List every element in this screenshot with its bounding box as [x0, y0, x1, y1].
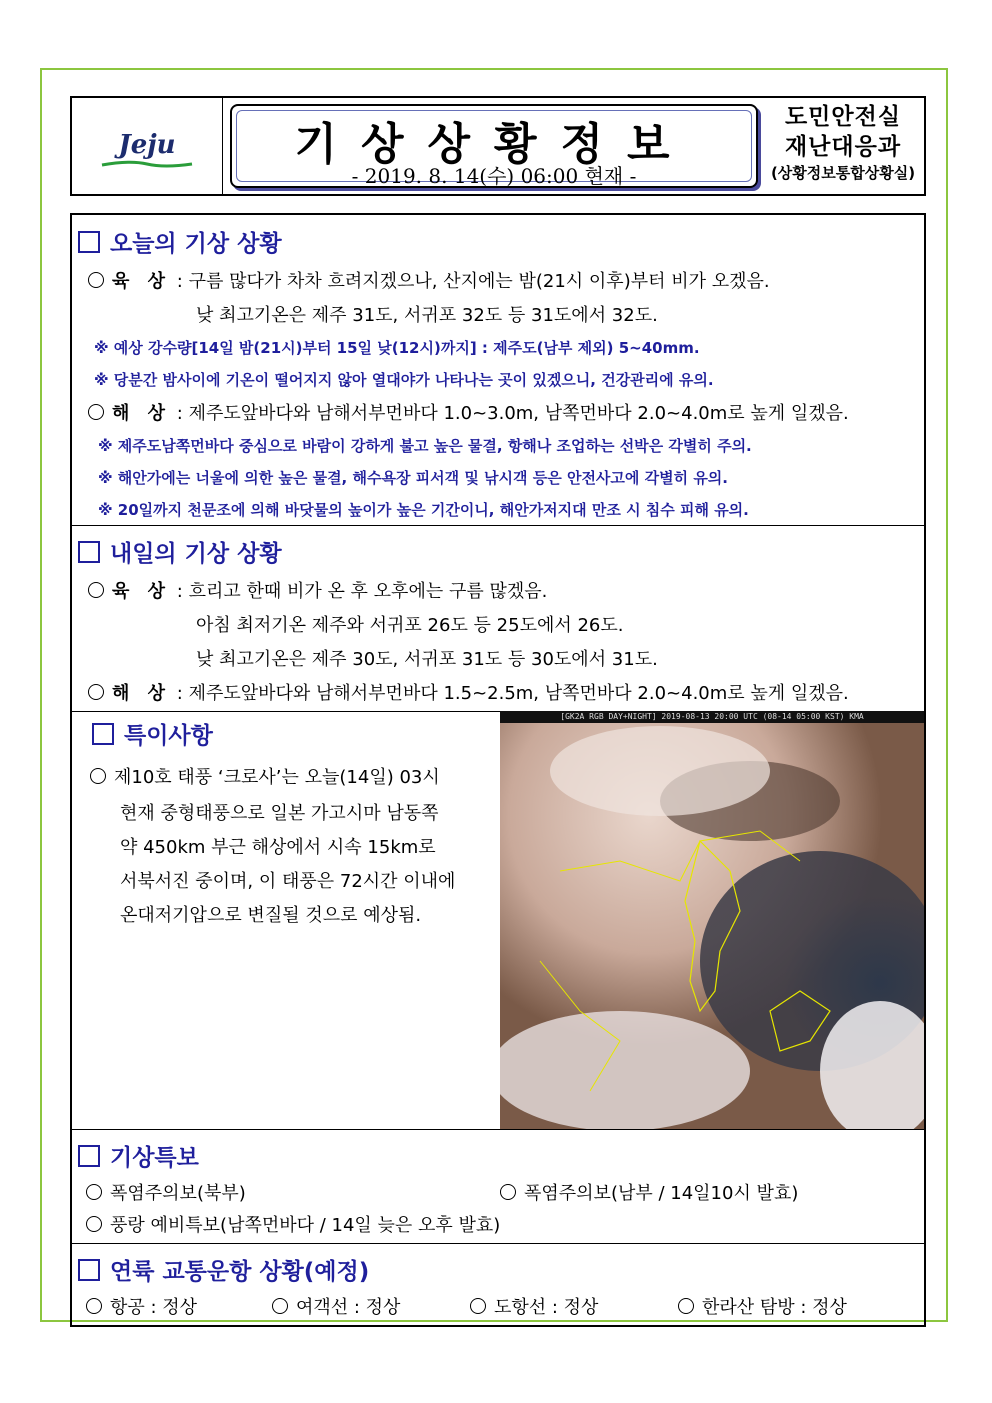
- org-line2: 재난대응과: [784, 134, 902, 160]
- satellite-caption: [GK2A RGB DAY+NIGHT] 2019-08-13 20:00 UTC (08-14 05:00 KST) KMA: [500, 711, 924, 723]
- logo-cell: [72, 98, 223, 194]
- header: [70, 96, 926, 196]
- transport-item-air: 항공 : 정상: [86, 1293, 197, 1319]
- tomorrow-section: [72, 525, 924, 712]
- page-subtitle: - 2019. 8. 14(수) 06:00 현재 -: [351, 164, 637, 188]
- circle-bullet-icon: [86, 1184, 102, 1200]
- warning-item2: 폭염주의보(남부 / 14일10시 발효): [500, 1179, 798, 1205]
- today-land-line2: 낮 최고기온은 제주 31도, 서귀포 32도 등 31도에서 32도.: [196, 305, 658, 326]
- today-note1: ※ 예상 강수량[14일 밤(21시)부터 15일 낮(12시)까지] : 제주도(남부 제외) 5~40mm.: [94, 339, 700, 357]
- today-land-line: 육 상 : 구름 많다가 차차 흐려지겠으나, 산지에는 밤(21시 이후)부터 비가 오겠음.: [88, 267, 770, 293]
- today-sea-line: 해 상 : 제주도앞바다와 남해서부먼바다 1.0~3.0m, 남쪽먼바다 2.0~4.0m로 높게 일겠음.: [88, 399, 849, 425]
- today-note4: ※ 해안가에는 너울에 의한 높은 물결, 해수욕장 피서객 및 낚시객 등은 안전사고에 각별히 유의.: [98, 469, 729, 487]
- main-content: [70, 213, 926, 1327]
- today-note2: ※ 당분간 밤사이에 기온이 떨어지지 않아 열대야가 나타나는 곳이 있겠으니, 건강관리에 유의.: [94, 371, 714, 389]
- transport-item-ferry: 여객선 : 정상: [272, 1293, 400, 1319]
- special-line1: 제10호 태풍 ‘크로사’는 오늘(14일) 03시: [90, 763, 440, 789]
- circle-bullet-icon: [88, 404, 104, 420]
- warnings-section: [72, 1129, 924, 1244]
- tomorrow-sea-line: 해 상 : 제주도앞바다와 남해서부먼바다 1.5~2.5m, 남쪽먼바다 2.0~4.0m로 높게 일겠음.: [88, 679, 849, 705]
- page-title: 기상상황정보: [294, 119, 694, 170]
- transport-section: [72, 1243, 924, 1325]
- title-box: [230, 104, 758, 188]
- circle-bullet-icon: [86, 1298, 102, 1314]
- org-line3: (상황정보통합상황실): [770, 164, 916, 182]
- warning-item3: 풍랑 예비특보(남쪽먼바다 / 14일 늦은 오후 발효): [86, 1211, 500, 1237]
- satellite-image: [500, 711, 924, 1129]
- tomorrow-land-line3: 낮 최고기온은 제주 30도, 서귀포 31도 등 30도에서 31도.: [196, 649, 658, 670]
- circle-bullet-icon: [88, 582, 104, 598]
- today-note5: ※ 20일까지 천문조에 의해 바닷물의 높이가 높은 기간이니, 해안가저지대 만조 시 침수 피해 유의.: [98, 501, 749, 519]
- logo-wave-icon: [100, 160, 194, 168]
- checkbox-square-icon: [78, 541, 100, 563]
- checkbox-square-icon: [78, 1259, 100, 1281]
- circle-bullet-icon: [470, 1298, 486, 1314]
- circle-bullet-icon: [90, 768, 106, 784]
- org-block: [768, 102, 918, 184]
- circle-bullet-icon: [500, 1184, 516, 1200]
- today-heading: 오늘의 기상 상황: [78, 225, 282, 258]
- transport-item-hallasan: 한라산 탐방 : 정상: [678, 1293, 847, 1319]
- special-heading: 특이사항: [92, 717, 213, 750]
- transport-item-island-ferry: 도항선 : 정상: [470, 1293, 598, 1319]
- circle-bullet-icon: [272, 1298, 288, 1314]
- org-line1: 도민안전실: [784, 104, 902, 130]
- tomorrow-land-line: 육 상 : 흐리고 한때 비가 온 후 오후에는 구름 많겠음.: [88, 577, 547, 603]
- tomorrow-land-line2: 아침 최저기온 제주와 서귀포 26도 등 25도에서 26도.: [196, 615, 624, 636]
- special-line3: 약 450km 부근 해상에서 시속 15km로: [120, 837, 436, 858]
- transport-heading: 연륙 교통운항 상황(예정): [78, 1253, 369, 1286]
- warning-item1: 폭염주의보(북부): [86, 1179, 246, 1205]
- tomorrow-heading: 내일의 기상 상황: [78, 535, 282, 568]
- checkbox-square-icon: [92, 723, 114, 745]
- jeju-logo: [92, 130, 202, 170]
- warnings-heading: 기상특보: [78, 1139, 199, 1172]
- circle-bullet-icon: [678, 1298, 694, 1314]
- satellite-art: [500, 711, 924, 1129]
- logo-text: Jeju: [118, 130, 176, 160]
- circle-bullet-icon: [88, 272, 104, 288]
- checkbox-square-icon: [78, 231, 100, 253]
- circle-bullet-icon: [86, 1216, 102, 1232]
- today-section: [72, 215, 924, 526]
- today-note3: ※ 제주도남쪽먼바다 중심으로 바람이 강하게 불고 높은 물결, 항해나 조업하는 선박은 각별히 주의.: [98, 437, 752, 455]
- special-line2: 현재 중형태풍으로 일본 가고시마 남동쪽: [120, 803, 439, 824]
- special-line4: 서북서진 중이며, 이 태풍은 72시간 이내에: [120, 871, 456, 892]
- circle-bullet-icon: [88, 684, 104, 700]
- checkbox-square-icon: [78, 1145, 100, 1167]
- special-line5: 온대저기압으로 변질될 것으로 예상됨.: [120, 905, 422, 926]
